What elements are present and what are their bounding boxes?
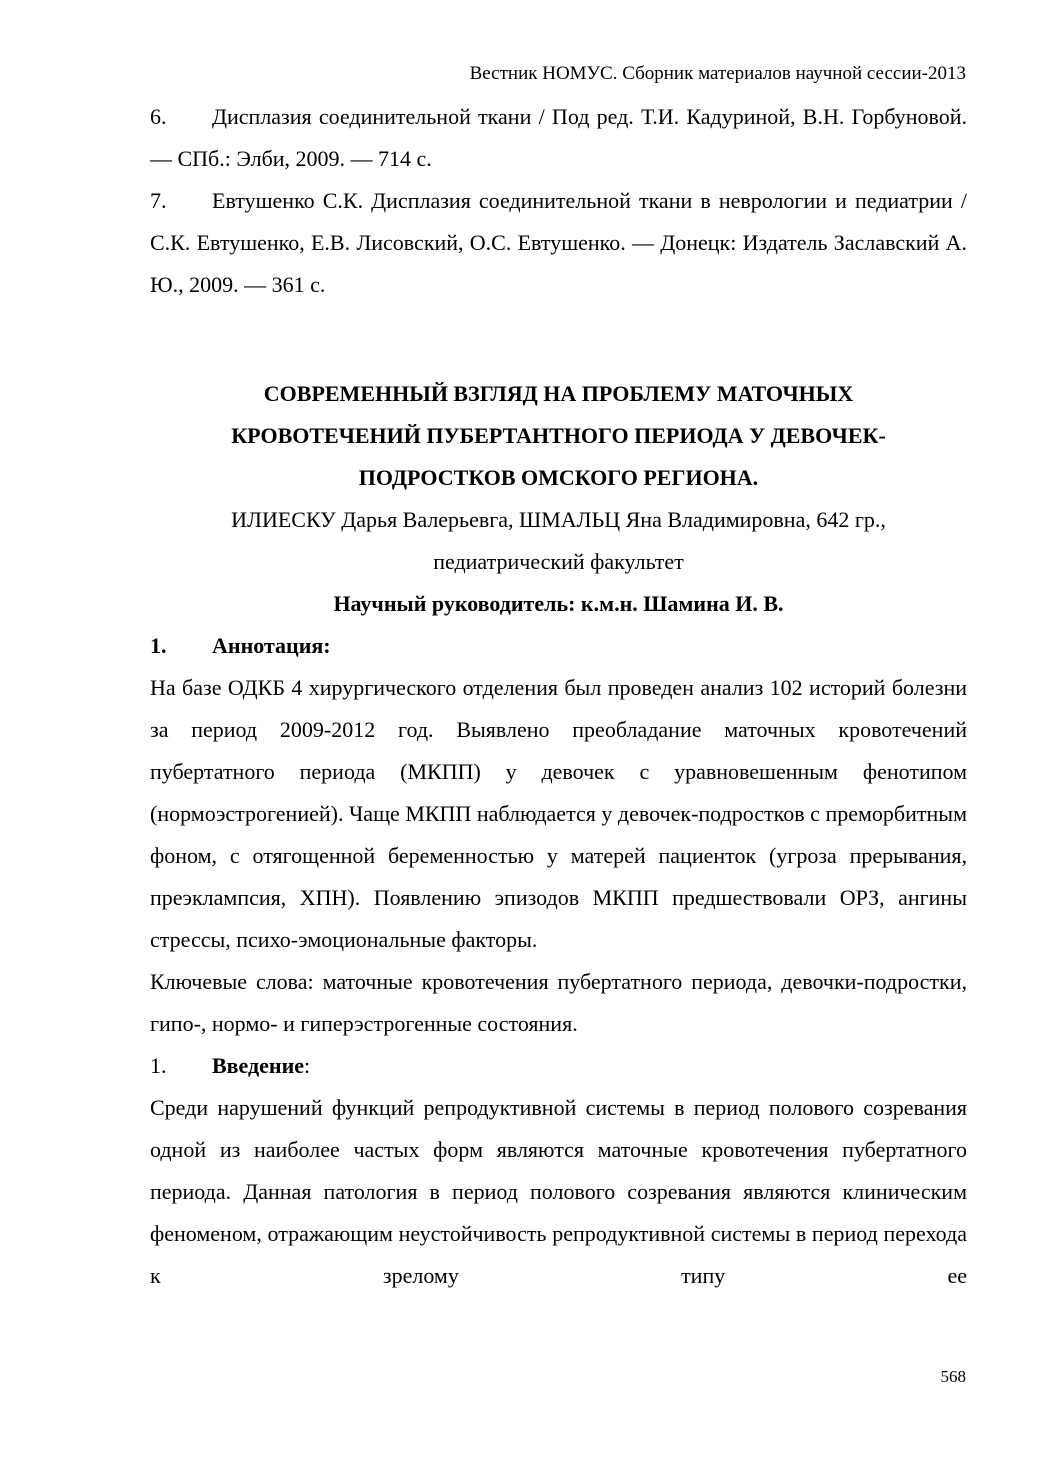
supervisor: Научный руководитель: к.м.н. Шамина И. В. xyxy=(333,591,784,616)
page-content xyxy=(150,96,967,1297)
title-line: СОВРЕМЕННЫЙ ВЗГЛЯД НА ПРОБЛЕМУ МАТОЧНЫХ xyxy=(263,381,854,406)
annotation-heading xyxy=(150,625,967,667)
title-line: ПОДРОСТКОВ ОМСКОГО РЕГИОНА. xyxy=(358,465,759,490)
section-number: 1. xyxy=(150,1053,167,1078)
running-header: Вестник НОМУС. Сборник материалов научной сессии-2013 xyxy=(469,63,966,84)
reference-number: 6. xyxy=(150,104,167,129)
reference-number: 7. xyxy=(150,188,167,213)
title-line: КРОВОТЕЧЕНИЙ ПУБЕРТАНТНОГО ПЕРИОДА У ДЕВОЧЕК- xyxy=(231,423,886,448)
reference-text: Евтушенко С.К. Дисплазия соединительной ткани в неврологии и педиатрии / С.К. Евтушенко, Е.В. Лисовский, О.С. Евтушенко. — Донецк: Издатель Заславский А. Ю., 2009. — 361 с. xyxy=(150,188,967,297)
introduction-text: Среди нарушений функций репродуктивной системы в период полового созревания одной из наиболее частых форм являются маточные кровотечения пубертатного периода. Данная патология в период полового созревания являются клиническим феноменом, отражающим неустойчивость репродуктивной системы в период перехода к зрелому типу ее xyxy=(150,1095,967,1288)
section-number: 1. xyxy=(150,633,167,658)
authors: ИЛИЕСКУ Дарья Валерьевга, ШМАЛЬЦ Яна Владимировна, 642 гр., xyxy=(231,507,886,532)
reference-item xyxy=(150,96,967,180)
reference-item xyxy=(150,180,967,306)
faculty: педиатрический факультет xyxy=(433,549,684,574)
section-title: Введение xyxy=(212,1053,305,1078)
page-number: 568 xyxy=(940,1367,966,1386)
annotation-text: На базе ОДКБ 4 хирургического отделения был проведен анализ 102 историй болезни за период 2009-2012 год. Выявлено преобладание маточных кровотечений пубертатного периода (МКПП) у девочек с уравновешенным фенотипом (нормоэстрогенией). Чаще МКПП наблюдается у девочек-подростков с преморбитным фоном, с отягощенной беременностью у матерей пациенток (угроза прерывания, преэклампсия, ХПН). Появлению эпизодов МКПП предшествовали ОРЗ, ангины стрессы, психо-эмоциональные факторы. xyxy=(150,675,967,952)
keywords: Ключевые слова: маточные кровотечения пубертатного периода, девочки-подростки, гипо-, нормо- и гиперэстрогенные состояния. xyxy=(150,969,967,1036)
reference-text: Дисплазия соединительной ткани / Под ред. Т.И. Кадуриной, В.Н. Горбуновой. — СПб.: Элби, 2009. — 714 с. xyxy=(150,104,967,171)
introduction-heading xyxy=(150,1045,967,1087)
section-title: Аннотация: xyxy=(212,633,331,658)
article-title xyxy=(150,373,967,499)
section-title-colon: : xyxy=(304,1053,311,1078)
